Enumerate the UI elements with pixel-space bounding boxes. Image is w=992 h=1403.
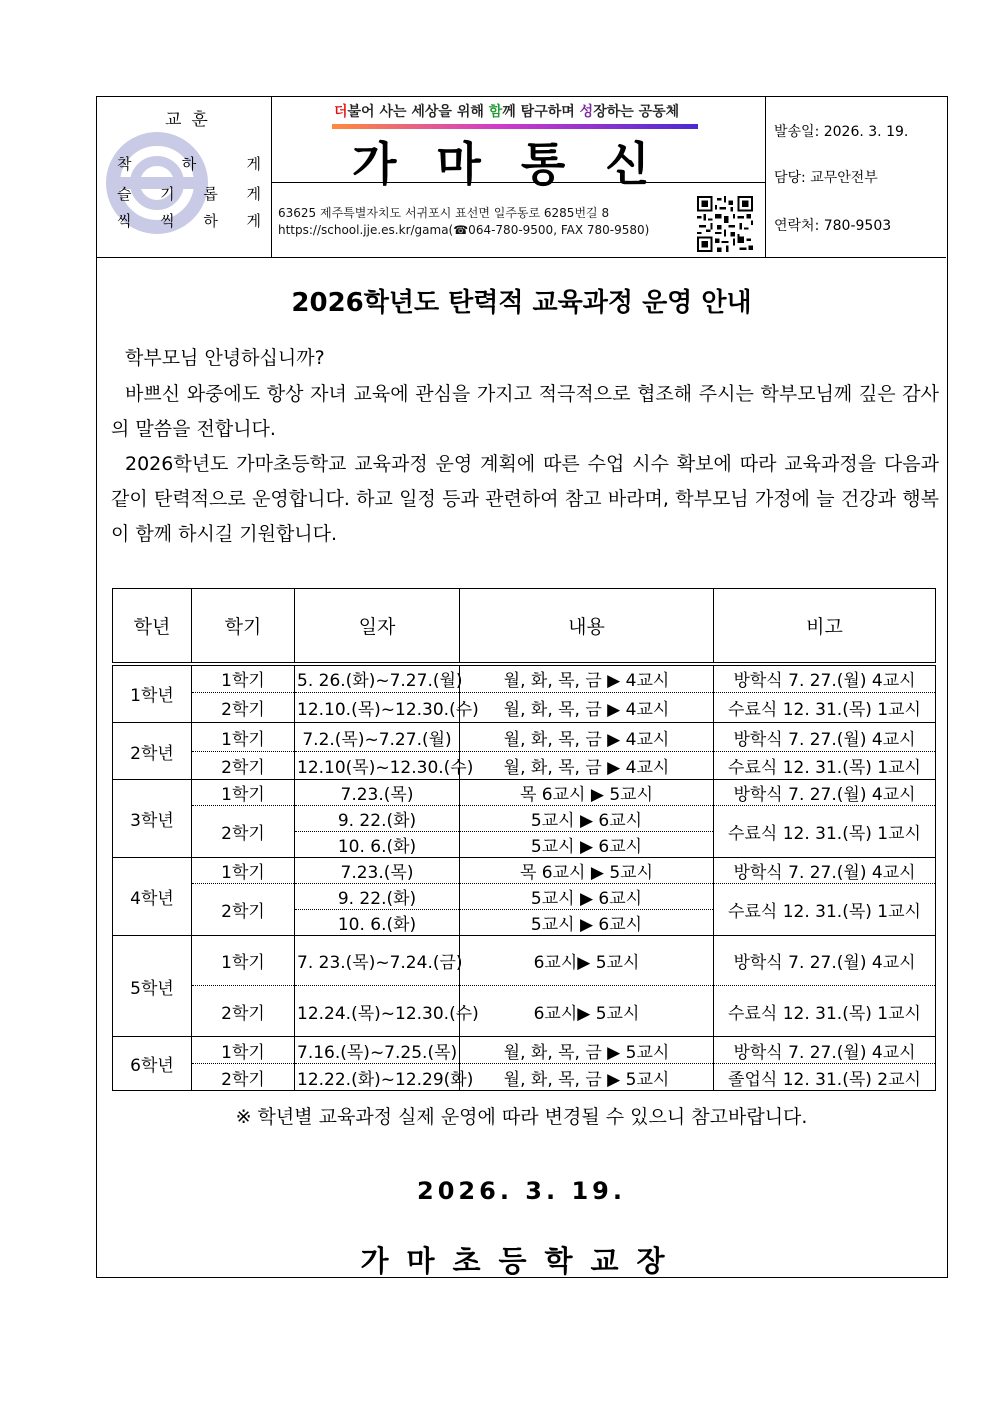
table-row	[113, 806, 936, 832]
note-cell: 졸업식 12. 31.(목) 2교시	[714, 1064, 936, 1091]
contact-number: 연락처: 780-9503	[774, 218, 892, 234]
date-cell: 12.22.(화)~12.29(화)	[295, 1064, 460, 1091]
term-cell: 1학기	[192, 664, 295, 693]
motto-title: 교훈	[165, 110, 218, 130]
table-row	[113, 858, 936, 884]
note-cell: 방학식 7. 27.(월) 4교시	[714, 858, 936, 884]
table-row	[113, 1037, 936, 1064]
motto-char: 하	[203, 212, 218, 230]
content-cell: 5교시 ▶ 6교시	[460, 832, 714, 858]
note-cell: 수료식 12. 31.(목) 1교시	[714, 986, 936, 1037]
date-cell: 7.23.(목)	[295, 858, 460, 884]
motto-char: 게	[246, 212, 261, 230]
term-cell: 2학기	[192, 884, 295, 936]
term-cell: 2학기	[192, 1064, 295, 1091]
date-cell: 7.2.(목)~7.27.(월)	[295, 723, 460, 752]
newsletter-header	[97, 97, 946, 258]
motto-char: 게	[246, 155, 261, 173]
date-cell: 12.10(목)~12.30.(수)	[295, 752, 460, 780]
school-address	[278, 205, 649, 239]
note-cell: 방학식 7. 27.(월) 4교시	[714, 936, 936, 986]
note-cell: 방학식 7. 27.(월) 4교시	[714, 1037, 936, 1064]
table-row	[113, 884, 936, 910]
note-cell: 수료식 12. 31.(목) 1교시	[714, 884, 936, 936]
content-cell: 월, 화, 목, 금 ▶ 4교시	[460, 693, 714, 723]
qr-code-icon[interactable]	[697, 196, 753, 252]
motto-line-1	[117, 153, 267, 174]
content-cell: 월, 화, 목, 금 ▶ 4교시	[460, 664, 714, 693]
note-cell: 방학식 7. 27.(월) 4교시	[714, 723, 936, 752]
header-date: 일자	[295, 589, 460, 664]
grade-cell: 5학년	[113, 936, 192, 1037]
note-cell: 방학식 7. 27.(월) 4교시	[714, 780, 936, 806]
content-cell: 월, 화, 목, 금 ▶ 4교시	[460, 723, 714, 752]
term-cell: 1학기	[192, 1037, 295, 1064]
slogan-part: 불어 사는 세상을 위해	[347, 104, 489, 120]
signature-date: 2026. 3. 19.	[417, 1177, 626, 1205]
term-cell: 2학기	[192, 693, 295, 723]
table-row	[113, 723, 936, 752]
motto-char: 씩	[160, 212, 175, 230]
table-row	[113, 1064, 936, 1091]
issue-info-box	[766, 97, 946, 258]
grade-cell: 3학년	[113, 780, 192, 858]
paragraph-2: 2026학년도 가마초등학교 교육과정 운영 계획에 따른 수업 시수 확보에 따라 교육과정을 다음과 같이 탄력적으로 운영합니다. 하교 일정 등과 관련하여 참고 바라며, 학부모님 가정에 늘 건강과 행복이 함께 하시길 기원합니다.	[111, 453, 939, 545]
header-term: 학기	[192, 589, 295, 664]
newsletter-masthead	[272, 97, 766, 258]
table-row	[113, 780, 936, 806]
term-cell: 2학기	[192, 752, 295, 780]
grade-cell: 1학년	[113, 664, 192, 723]
motto-char: 게	[246, 185, 261, 203]
term-cell: 1학기	[192, 780, 295, 806]
term-cell: 2학기	[192, 806, 295, 858]
date-cell: 12.10.(목)~12.30.(수)	[295, 693, 460, 723]
grade-cell: 2학년	[113, 723, 192, 780]
content-cell: 월, 화, 목, 금 ▶ 5교시	[460, 1037, 714, 1064]
slogan-part: 장하는 공동체	[593, 104, 680, 120]
table-row	[113, 693, 936, 723]
content-cell: 월, 화, 목, 금 ▶ 5교시	[460, 1064, 714, 1091]
principal-signature: 가마초등학교장	[360, 1244, 683, 1278]
motto-line-3	[117, 210, 267, 231]
motto-char: 기	[160, 185, 175, 203]
slogan-part: 함	[488, 104, 503, 120]
department: 담당: 교무안전부	[774, 170, 878, 186]
date-cell: 10. 6.(화)	[295, 910, 460, 936]
motto-char: 씩	[117, 212, 132, 230]
date-cell: 10. 6.(화)	[295, 832, 460, 858]
date-cell: 12.24.(목)~12.30.(수)	[295, 986, 460, 1037]
school-motto-box	[97, 97, 272, 258]
slogan-part: 성	[579, 104, 594, 120]
newsletter-frame	[96, 96, 948, 1278]
date-cell: 7.16.(목)~7.25.(목)	[295, 1037, 460, 1064]
date-cell: 7.23.(목)	[295, 780, 460, 806]
header-grade: 학년	[113, 589, 192, 664]
grade-cell: 6학년	[113, 1037, 192, 1091]
motto-char: 하	[181, 155, 197, 173]
header-content: 내용	[460, 589, 714, 664]
note-cell: 방학식 7. 27.(월) 4교시	[714, 664, 936, 693]
date-cell: 9. 22.(화)	[295, 806, 460, 832]
table-footnote: ※ 학년별 교육과정 실제 운영에 따라 변경될 수 있으니 참고바랍니다.	[235, 1106, 808, 1128]
motto-char: 롭	[203, 185, 218, 203]
content-cell: 월, 화, 목, 금 ▶ 4교시	[460, 752, 714, 780]
grade-cell: 4학년	[113, 858, 192, 936]
slogan-part: 더	[334, 104, 348, 120]
note-cell: 수료식 12. 31.(목) 1교시	[714, 693, 936, 723]
table-row	[113, 936, 936, 986]
note-cell: 수료식 12. 31.(목) 1교시	[714, 752, 936, 780]
slogan-part: 께 탐구하며	[502, 104, 580, 120]
content-cell: 목 6교시 ▶ 5교시	[460, 780, 714, 806]
website-phone-line[interactable]: https://school.jje.es.kr/gama(☎064-780-9500, FAX 780-9580)	[278, 223, 650, 237]
table-header-row	[113, 589, 936, 664]
paragraph-1: 바쁘신 와중에도 항상 자녀 교육에 관심을 가지고 적극적으로 협조해 주시는 학부모님께 깊은 감사의 말씀을 전합니다.	[111, 383, 939, 440]
newsletter-title: 가마통신	[352, 137, 690, 191]
content-cell: 6교시▶ 5교시	[460, 936, 714, 986]
date-cell: 7. 23.(목)~7.24.(금)	[295, 936, 460, 986]
content-cell: 5교시 ▶ 6교시	[460, 884, 714, 910]
table-row	[113, 664, 936, 693]
term-cell: 2학기	[192, 986, 295, 1037]
header-note: 비고	[714, 589, 936, 664]
document-title: 2026학년도 탄력적 교육과정 운영 안내	[291, 288, 752, 318]
term-cell: 1학기	[192, 936, 295, 986]
date-cell: 9. 22.(화)	[295, 884, 460, 910]
motto-line-2	[117, 183, 267, 204]
schedule-table	[112, 588, 936, 1091]
note-cell: 수료식 12. 31.(목) 1교시	[714, 806, 936, 858]
motto-char: 착	[117, 155, 132, 173]
date-cell: 5. 26.(화)~7.27.(월)	[295, 664, 460, 693]
content-cell: 5교시 ▶ 6교시	[460, 806, 714, 832]
content-cell: 5교시 ▶ 6교시	[460, 910, 714, 936]
term-cell: 1학기	[192, 858, 295, 884]
table-row	[113, 986, 936, 1037]
content-cell: 목 6교시 ▶ 5교시	[460, 858, 714, 884]
issue-date: 발송일: 2026. 3. 19.	[774, 124, 909, 140]
content-cell: 6교시▶ 5교시	[460, 986, 714, 1037]
table-row	[113, 752, 936, 780]
greeting: 학부모님 안녕하십니까?	[125, 347, 325, 369]
term-cell: 1학기	[192, 723, 295, 752]
school-slogan	[334, 101, 679, 121]
motto-char: 슬	[117, 185, 132, 203]
address-line: 63625 제주특별자치도 서귀포시 표선면 일주동로 6285번길 8	[278, 206, 610, 220]
